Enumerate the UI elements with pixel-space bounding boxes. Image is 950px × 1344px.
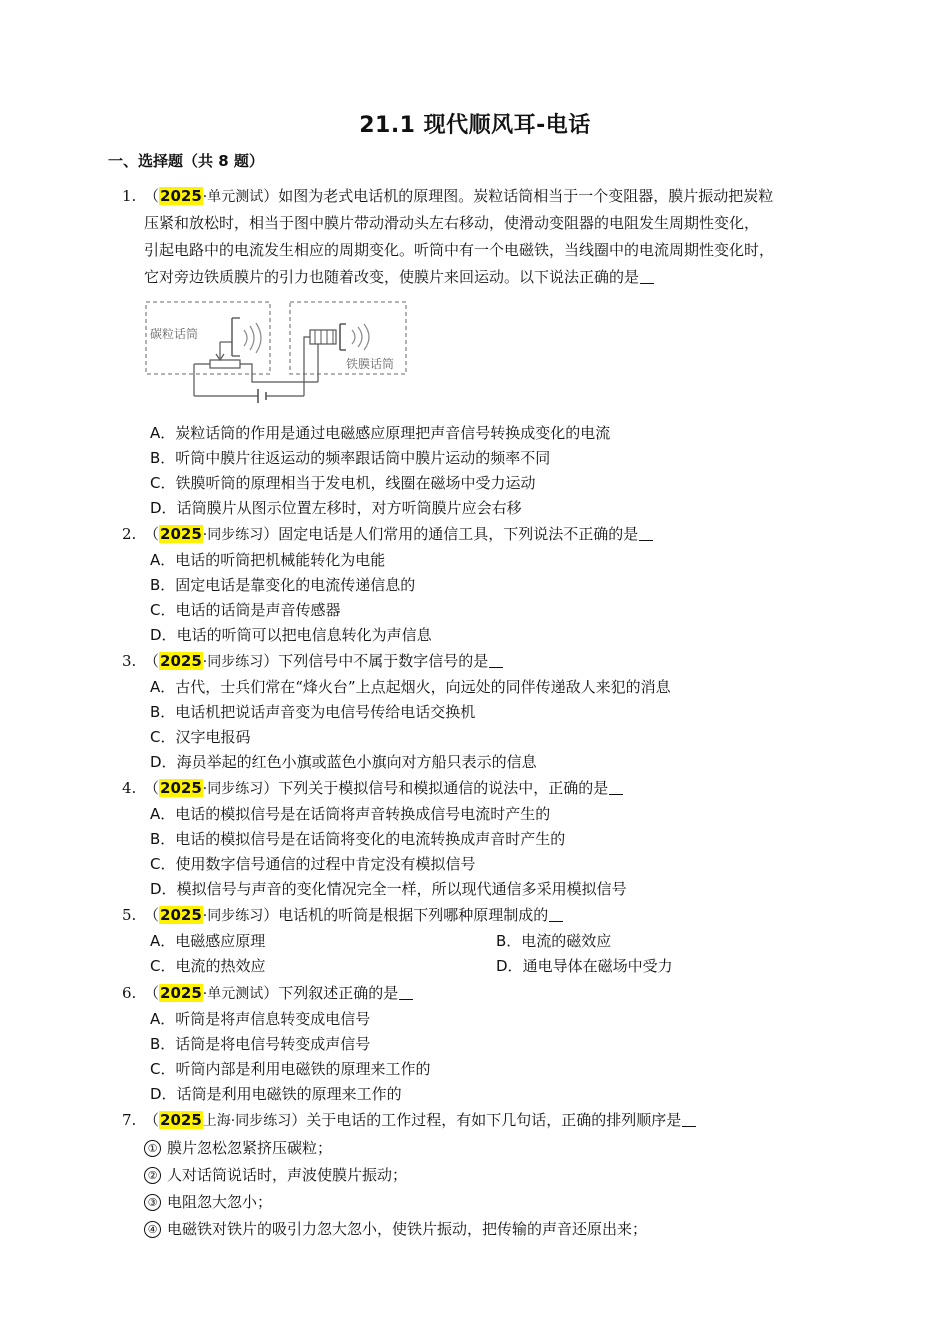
option-c[interactable]: C．使用数字信号通信的过程中肯定没有模拟信号 [150,855,476,873]
page-title: 21.1 现代顺风耳-电话 [359,113,591,138]
option-c[interactable]: C．汉字电报码 [150,728,251,746]
option-a[interactable]: A．炭粒话筒的作用是通过电磁感应原理把声音信号转换成变化的电流 [150,424,611,442]
question-source: ·单元测试 [202,189,264,205]
iron-mic-label: 铁膜话筒 [346,357,395,371]
question-stem: 固定电话是人们常用的通信工具，下列说法不正确的是 [278,525,639,543]
stem-line: 引起电路中的电流发生相应的周期变化。听筒中有一个电磁铁，当线圈中的电流周期性变化时， [144,241,775,259]
year-highlight: 2025 [160,652,202,670]
option-c[interactable]: C．电话的话筒是声音传感器 [150,601,341,619]
year-highlight: 2025 [160,1111,202,1129]
question-source: ·同步练习 [202,781,264,797]
question-5: 5. （2025·同步练习）电话机的听筒是根据下列哪种原理制成的 [122,902,862,929]
option-c[interactable]: C．电流的热效应 [150,957,266,975]
question-1: 1. （2025·单元测试）如图为老式电话机的原理图。炭粒话筒相当于一个变阻器，膜片振动把炭粒 压紧和放松时，相当于图中膜片带动滑动头左右移动，使滑动变阻器的电阻发生周期性变化， 引起电路中的电流发生相应的周期变化。听筒中有一个电磁铁，当线圈中的电流周期性变化时， 它对旁边铁质膜片的引力也随着改变，使膜片来回运动。以下说法正确的是 [122,183,862,291]
question-number: 7. [122,1111,137,1129]
telephone-circuit-diagram [140,296,412,414]
section-heading: 一、选择题（共 8 题） [108,152,264,170]
option-b[interactable]: B．电话的模拟信号是在话筒将变化的电流转换成声音时产生的 [150,830,566,848]
option-d[interactable]: D．电话的听筒可以把电信息转化为声信息 [150,626,432,644]
answer-blank [682,1112,696,1127]
question-source: ·同步练习 [202,654,264,670]
question-number: 3. [122,652,137,670]
question-source: 上海·同步练习 [202,1113,292,1129]
question-number: 4. [122,779,137,797]
option-a[interactable]: A．听筒是将声信息转变成电信号 [150,1010,371,1028]
question-stem: 下列信号中不属于数字信号的是 [278,652,489,670]
year-highlight: 2025 [160,525,202,543]
question-6: 6. （2025·单元测试）下列叙述正确的是 [122,980,862,1007]
stem-line: 压紧和放松时，相当于图中膜片带动滑动头左右移动，使滑动变阻器的电阻发生周期性变化， [144,214,760,232]
option-b[interactable]: B．话筒是将电信号转变成声信号 [150,1035,371,1053]
answer-blank [640,269,654,284]
option-c[interactable]: C．听筒内部是利用电磁铁的原理来工作的 [150,1060,431,1078]
option-a[interactable]: A．电话的听筒把机械能转化为电能 [150,551,386,569]
step-1: ① 膜片忽松忽紧挤压碳粒； [144,1136,332,1161]
option-b[interactable]: B．听筒中膜片往返运动的频率跟话筒中膜片运动的频率不同 [150,449,551,467]
step-2: ② 人对话筒说话时，声波使膜片振动； [144,1163,407,1188]
question-3: 3. （2025·同步练习）下列信号中不属于数字信号的是 [122,648,862,675]
question-number: 6. [122,984,137,1002]
option-c[interactable]: C．铁膜听筒的原理相当于发电机，线圈在磁场中受力运动 [150,474,536,492]
option-d[interactable]: D．话筒膜片从图示位置左移时，对方听筒膜片应会右移 [150,499,522,517]
question-source: ·同步练习 [202,527,264,543]
question-number: 1. [122,187,137,205]
question-stem: 下列叙述正确的是 [278,984,399,1002]
option-d[interactable]: D．模拟信号与声音的变化情况完全一样，所以现代通信多采用模拟信号 [150,880,627,898]
step-3: ③ 电阻忽大忽小； [144,1190,272,1215]
option-a[interactable]: A．电磁感应原理 [150,932,266,950]
question-stem: 关于电话的工作过程，有如下几句话，正确的排列顺序是 [306,1111,682,1129]
stem-line: 它对旁边铁质膜片的引力也随着改变，使膜片来回运动。以下说法正确的是 [144,268,640,286]
question-source: ·同步练习 [202,908,264,924]
step-4: ④ 电磁铁对铁片的吸引力忽大忽小，使铁片振动，把传输的声音还原出来； [144,1217,647,1242]
answer-blank [639,526,653,541]
option-d[interactable]: D．话筒是利用电磁铁的原理来工作的 [150,1085,402,1103]
question-stem: 下列关于模拟信号和模拟通信的说法中，正确的是 [278,779,609,797]
option-d[interactable]: D．通电导体在磁场中受力 [496,957,673,975]
question-number: 2. [122,525,137,543]
answer-blank [399,985,413,1000]
option-b[interactable]: B．电流的磁效应 [496,932,612,950]
year-highlight: 2025 [160,187,202,205]
question-stem: 电话机的听筒是根据下列哪种原理制成的 [278,906,549,924]
option-a[interactable]: A．古代，士兵们常在“烽火台”上点起烟火，向远处的同伴传递敌人来犯的消息 [150,678,671,696]
year-highlight: 2025 [160,779,202,797]
year-highlight: 2025 [160,906,202,924]
question-7: 7. （2025上海·同步练习）关于电话的工作过程，有如下几句话，正确的排列顺序是 [122,1107,862,1134]
question-stem: 如图为老式电话机的原理图。炭粒话筒相当于一个变阻器，膜片振动把炭粒 [278,187,774,205]
answer-blank [549,907,563,922]
question-4: 4. （2025·同步练习）下列关于模拟信号和模拟通信的说法中，正确的是 [122,775,862,802]
year-highlight: 2025 [160,984,202,1002]
answer-blank [609,780,623,795]
question-number: 5. [122,906,137,924]
question-2: 2. （2025·同步练习）固定电话是人们常用的通信工具，下列说法不正确的是 [122,521,862,548]
question-source: ·单元测试 [202,986,264,1002]
carbon-mic-label: 碳粒话筒 [150,327,199,341]
option-d[interactable]: D．海员举起的红色小旗或蓝色小旗向对方船只表示的信息 [150,753,537,771]
option-a[interactable]: A．电话的模拟信号是在话筒将声音转换成信号电流时产生的 [150,805,551,823]
answer-blank [489,653,503,668]
option-b[interactable]: B．电话机把说话声音变为电信号传给电话交换机 [150,703,476,721]
option-b[interactable]: B．固定电话是靠变化的电流传递信息的 [150,576,416,594]
